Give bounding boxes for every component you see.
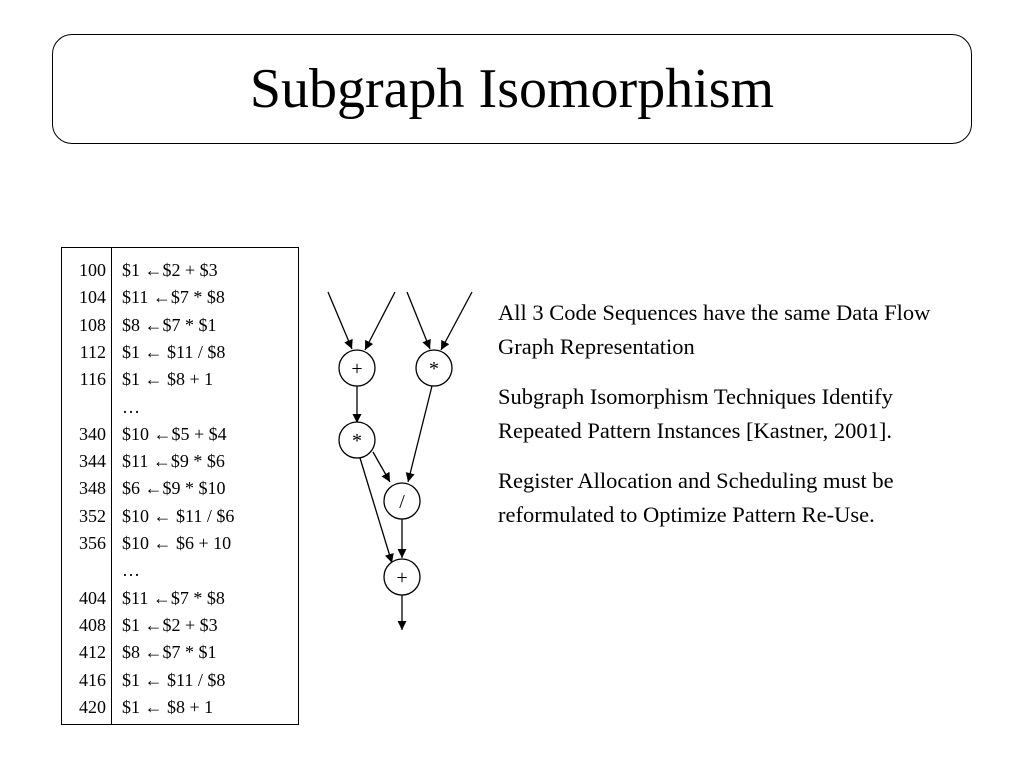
node-mul-top bbox=[416, 350, 452, 386]
code-row bbox=[62, 448, 298, 475]
code-instruction: $1 ← $11 / $8 bbox=[122, 669, 226, 690]
code-address: 356 bbox=[79, 533, 106, 553]
code-table bbox=[61, 247, 299, 725]
code-row bbox=[62, 667, 298, 694]
description-paragraph-2: Subgraph Isomorphism Techniques Identify Repeated Pattern Instances [Kastner, 2001]. bbox=[498, 384, 893, 443]
code-instruction: $11 ←$7 * $8 bbox=[122, 587, 225, 608]
code-instruction: $1 ← $8 + 1 bbox=[122, 696, 214, 717]
slide-title: Subgraph Isomorphism bbox=[249, 58, 775, 120]
code-address: 408 bbox=[79, 614, 106, 635]
description bbox=[498, 296, 968, 548]
title-box bbox=[52, 34, 972, 144]
node-mul-mid-label: * bbox=[352, 430, 362, 452]
code-address: 404 bbox=[79, 587, 106, 608]
code-instruction: $10 ←$5 + $4 bbox=[122, 423, 227, 444]
edge-mul-to-div-left bbox=[373, 452, 390, 482]
code-row bbox=[62, 312, 298, 339]
code-address: 340 bbox=[79, 423, 106, 444]
code-instruction: $8 ←$7 * $1 bbox=[122, 642, 217, 663]
code-row bbox=[62, 503, 298, 530]
code-address: 104 bbox=[79, 287, 106, 308]
code-instruction: $10 ← $11 / $6 bbox=[122, 505, 235, 526]
node-div bbox=[384, 483, 420, 519]
code-row bbox=[62, 394, 298, 421]
code-instruction: $1 ← $8 + 1 bbox=[122, 369, 214, 390]
code-address: 416 bbox=[79, 669, 106, 690]
description-paragraph-1: All 3 Code Sequences have the same Data Flow Graph Representation bbox=[498, 300, 931, 359]
code-instruction: $8 ←$7 * $1 bbox=[122, 314, 217, 335]
node-add-top bbox=[339, 350, 375, 386]
code-instruction: $11 ←$7 * $8 bbox=[122, 287, 225, 308]
code-address: 352 bbox=[79, 505, 106, 526]
code-instruction: $1 ←$2 + $3 bbox=[122, 260, 218, 280]
edge-input-1 bbox=[328, 292, 352, 349]
code-row bbox=[62, 421, 298, 448]
code-instruction: $11 ←$9 * $6 bbox=[122, 451, 225, 472]
code-row bbox=[62, 339, 298, 366]
edge-mul-to-div-right bbox=[408, 386, 432, 482]
code-row bbox=[62, 585, 298, 612]
description-paragraph-3: Register Allocation and Scheduling must be reformulated to Optimize Pattern Re-Use. bbox=[498, 468, 894, 527]
code-row bbox=[62, 257, 298, 284]
code-address: 420 bbox=[79, 696, 106, 717]
code-address: 344 bbox=[79, 451, 106, 472]
data-flow-graph bbox=[310, 280, 490, 640]
code-row bbox=[62, 612, 298, 639]
code-address: 412 bbox=[79, 642, 106, 663]
code-instruction: … bbox=[122, 560, 140, 581]
edge-input-4 bbox=[441, 292, 472, 350]
code-instruction: $6 ←$9 * $10 bbox=[122, 478, 226, 499]
code-address: 116 bbox=[79, 369, 106, 390]
code-row bbox=[62, 530, 298, 557]
code-row bbox=[62, 284, 298, 311]
code-row bbox=[62, 639, 298, 666]
code-address: 112 bbox=[79, 341, 106, 362]
code-instruction: $1 ← $11 / $8 bbox=[122, 341, 226, 362]
node-mul-top-label: * bbox=[429, 358, 439, 380]
code-address: 108 bbox=[79, 314, 106, 335]
code-instruction: … bbox=[122, 396, 140, 417]
code-row bbox=[62, 694, 298, 721]
node-add-top-label: + bbox=[351, 358, 363, 380]
code-row bbox=[62, 475, 298, 502]
code-instruction: $1 ←$2 + $3 bbox=[122, 614, 218, 635]
edge-input-2 bbox=[365, 292, 395, 350]
node-add-bottom bbox=[384, 559, 420, 595]
code-row bbox=[62, 366, 298, 393]
node-mul-mid bbox=[339, 422, 375, 458]
code-instruction: $10 ← $6 + 10 bbox=[122, 533, 232, 553]
node-div-label: / bbox=[399, 491, 405, 513]
code-address: 348 bbox=[79, 478, 106, 499]
code-address: 100 bbox=[79, 260, 106, 280]
node-add-bottom-label: + bbox=[396, 567, 408, 589]
edge-input-3 bbox=[407, 292, 430, 349]
code-row bbox=[62, 557, 298, 584]
